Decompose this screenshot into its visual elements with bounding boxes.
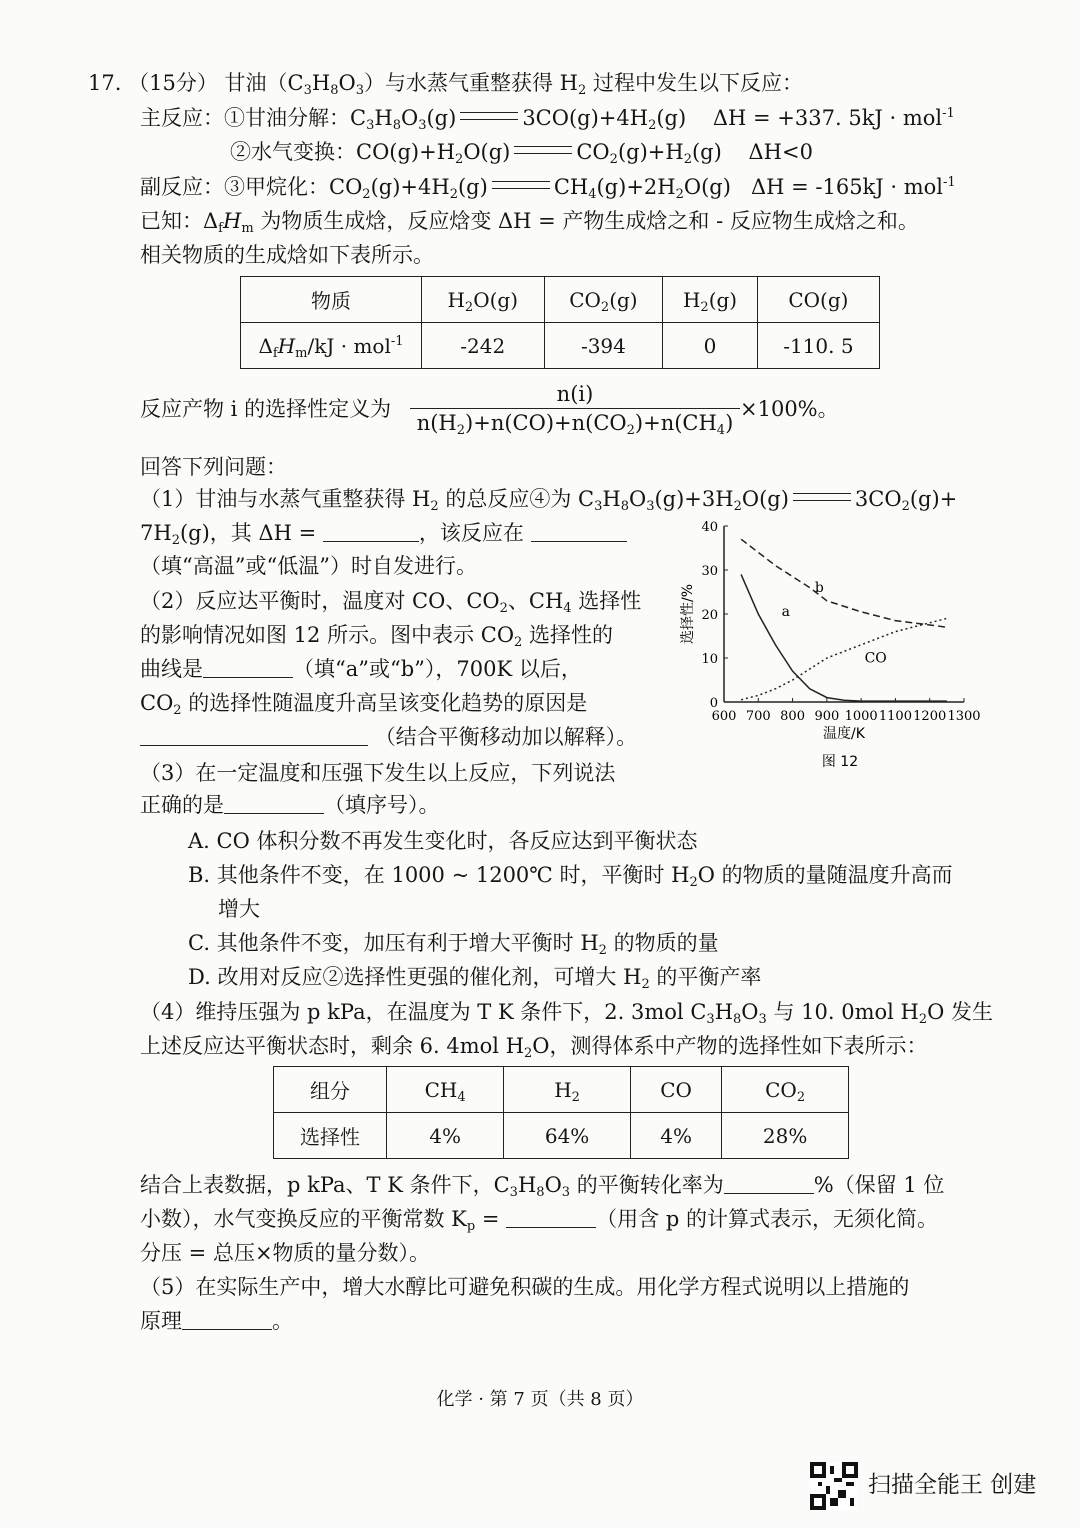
x-tick-label: 1100 bbox=[878, 709, 912, 724]
y-tick-label: 10 bbox=[701, 652, 718, 667]
table-row: 物质 $H_2O(g)$ $CO_2(g)$ $H_2(g)$ CO(g) bbox=[241, 277, 880, 323]
blank-reason[interactable] bbox=[140, 723, 368, 746]
option-b: B. 其他条件不变，在 1000 ~ 1200℃ 时，平衡时 $H_2O$ 的物质的量随温度升高而 bbox=[188, 863, 953, 890]
y-axis-label: 选择性/% bbox=[680, 583, 696, 645]
series-line-CO bbox=[741, 618, 947, 699]
q1-line-2: $7H_2(g)$，其 ΔH = ，该反应在 bbox=[140, 518, 627, 548]
chart-series bbox=[741, 539, 947, 701]
enthalpy-table bbox=[240, 276, 880, 369]
selectivity-chart bbox=[678, 512, 998, 782]
option-a: A. CO 体积分数不再发生变化时，各反应达到平衡状态 bbox=[188, 829, 698, 853]
selectivity-def-prefix: 反应产物 i 的选择性定义为 bbox=[140, 397, 392, 421]
x-tick-label: 1300 bbox=[947, 709, 981, 724]
option-c: C. 其他条件不变，加压有利于增大平衡时 $H_2$ 的物质的量 bbox=[188, 931, 719, 958]
table-header-cell: $H_2$ bbox=[504, 1067, 631, 1113]
table-header-cell: CO bbox=[630, 1067, 721, 1113]
selectivity-def-suffix: ×100%。 bbox=[740, 397, 839, 421]
chart-axes bbox=[724, 526, 964, 702]
known-line-2: 相关物质的生成焓如下表所示。 bbox=[140, 243, 434, 267]
q5-line-1: （5）在实际生产中，增大水醇比可避免积碳的生成。用化学方程式说明以上措施的 bbox=[140, 1275, 910, 1299]
q2-line-3: 曲线是 （填“a”或“b”），700K 以后， bbox=[140, 657, 582, 681]
q5-line-2: 原理 。 bbox=[140, 1309, 293, 1333]
q4-line-4: 小数），水气变换反应的平衡常数 $K_p$ = （用含 p 的计算式表示，无须化简。 bbox=[140, 1207, 938, 1234]
option-b-cont: 增大 bbox=[218, 897, 260, 921]
q3-line-2: 正确的是 （填序号）。 bbox=[140, 793, 440, 817]
blank-conversion[interactable] bbox=[724, 1171, 814, 1194]
q1-line-3: （填“高温”或“低温”）时自发进行。 bbox=[140, 554, 477, 578]
reaction-2: ②水气变换：$CO(g)+H_2O(g)$ $CO_2(g)+H_2(g)$ ΔH<0 bbox=[230, 140, 813, 167]
question-header: 17. （15分） 甘油$(C_3H_8O_3)$与水蒸气重整获得 $H_2$ 过程中发生以下反应： bbox=[88, 71, 803, 98]
known-line-1: 已知：$\Delta_fH_m$ 为物质生成焓，反应焓变 ΔH = 产物生成焓之和 - 反应物生成焓之和。 bbox=[140, 209, 919, 236]
q2-line-4: $CO_2$ 的选择性随温度升高呈该变化趋势的原因是 bbox=[140, 691, 588, 718]
table-row: 选择性 4% 64% 4% 28% bbox=[274, 1113, 849, 1159]
q2-line-1: （2）反应达平衡时，温度对 CO、$CO_2$、$CH_4$ 选择性 bbox=[140, 589, 642, 616]
y-tick-label: 30 bbox=[701, 564, 718, 579]
blank-temperature[interactable] bbox=[531, 519, 627, 542]
q4-line-3: 结合上表数据，p kPa、T K 条件下，$C_3H_8O_3$ 的平衡转化率为 %（保留 1 位 bbox=[140, 1173, 945, 1200]
table-header-cell: CO(g) bbox=[757, 277, 879, 323]
q2-line-5: （结合平衡移动加以解释）。 bbox=[140, 722, 637, 752]
table-header-cell: $H_2(g)$ bbox=[663, 277, 757, 323]
selectivity-table bbox=[273, 1066, 849, 1159]
table-header-cell: $CO_2(g)$ bbox=[544, 277, 663, 323]
x-tick-label: 700 bbox=[745, 709, 771, 724]
series-label: b bbox=[814, 580, 824, 596]
q4-line-5: 分压 = 总压×物质的量分数）。 bbox=[140, 1241, 431, 1265]
series-label: CO bbox=[864, 650, 887, 667]
q4-line-1: （4）维持压强为 p kPa，在温度为 T K 条件下，2. 3mol $C_3H_8O_3$ 与 10. 0mol $H_2O$ 发生 bbox=[140, 1000, 994, 1027]
reaction-1: 主反应：①甘油分解：$C_3H_8O_3(g)$ $3CO(g)+4H_2(g)$ ΔH = +337. 5kJ · mol$^{-1}$ bbox=[140, 106, 955, 133]
blank-curve[interactable] bbox=[203, 655, 293, 678]
option-d: D. 改用对反应②选择性更强的催化剂，可增大 $H_2$ 的平衡产率 bbox=[188, 965, 762, 992]
x-tick-label: 900 bbox=[814, 709, 840, 724]
series-line-b bbox=[741, 539, 947, 627]
q2-line-2: 的影响情况如图 12 所示。图中表示 $CO_2$ 选择性的 bbox=[140, 623, 613, 650]
table-header-cell: $CO_2$ bbox=[722, 1067, 849, 1113]
q3-line-1: （3）在一定温度和压强下发生以上反应，下列说法 bbox=[140, 761, 616, 785]
table-header-cell: $H_2O(g)$ bbox=[422, 277, 545, 323]
x-tick-label: 800 bbox=[780, 709, 805, 724]
q4-line-2: 上述反应达平衡状态时，剩余 6. 4mol $H_2O$，测得体系中产物的选择性如下表所示： bbox=[140, 1034, 928, 1061]
x-tick-label: 600 bbox=[711, 709, 737, 724]
table-header-cell: $CH_4$ bbox=[387, 1067, 504, 1113]
series-label: a bbox=[781, 604, 790, 621]
table-row: $\Delta_fH_m/kJ \cdot mol^{-1}$ -242 -394 0 -110. 5 bbox=[241, 323, 880, 369]
blank-options[interactable] bbox=[224, 791, 324, 814]
x-axis-label: 温度/K bbox=[823, 726, 865, 742]
blank-dH[interactable] bbox=[323, 519, 419, 542]
blank-principle[interactable] bbox=[182, 1307, 272, 1330]
table-row: 组分 $CH_4$ $H_2$ CO $CO_2$ bbox=[274, 1067, 849, 1113]
page-footer: 化学 · 第 7 页（共 8 页） bbox=[436, 1389, 644, 1410]
reaction-3: 副反应：③甲烷化：$CO_2(g)+4H_2(g)$ $CH_4(g)+2H_2O(g) \Delta H = -165kJ \cdot mol^{-1}$ bbox=[140, 175, 956, 202]
answer-prompt: 回答下列问题： bbox=[140, 455, 287, 479]
qr-code-icon bbox=[810, 1462, 858, 1510]
q1-line-1: （1）甘油与水蒸气重整获得 $H_2$ 的总反应④为 $C_3H_8O_3(g)+3H_2O(g)$ $3CO_2(g)+$ bbox=[140, 487, 958, 514]
x-tick-label: 1200 bbox=[913, 709, 947, 724]
series-line-a bbox=[741, 574, 947, 701]
y-tick-label: 0 bbox=[709, 696, 718, 711]
y-tick-label: 40 bbox=[701, 520, 718, 535]
chart-title: 图 12 bbox=[821, 754, 859, 770]
blank-kp[interactable] bbox=[506, 1205, 596, 1228]
scanner-watermark: 扫描全能王 创建 bbox=[868, 1472, 1037, 1498]
x-tick-label: 1000 bbox=[844, 709, 878, 724]
selectivity-fraction: $\frac{n(i)}{n(H_2)+n(CO)+n(CO_2)+n(CH_4)}$ bbox=[410, 380, 740, 437]
y-tick-label: 20 bbox=[701, 608, 718, 623]
